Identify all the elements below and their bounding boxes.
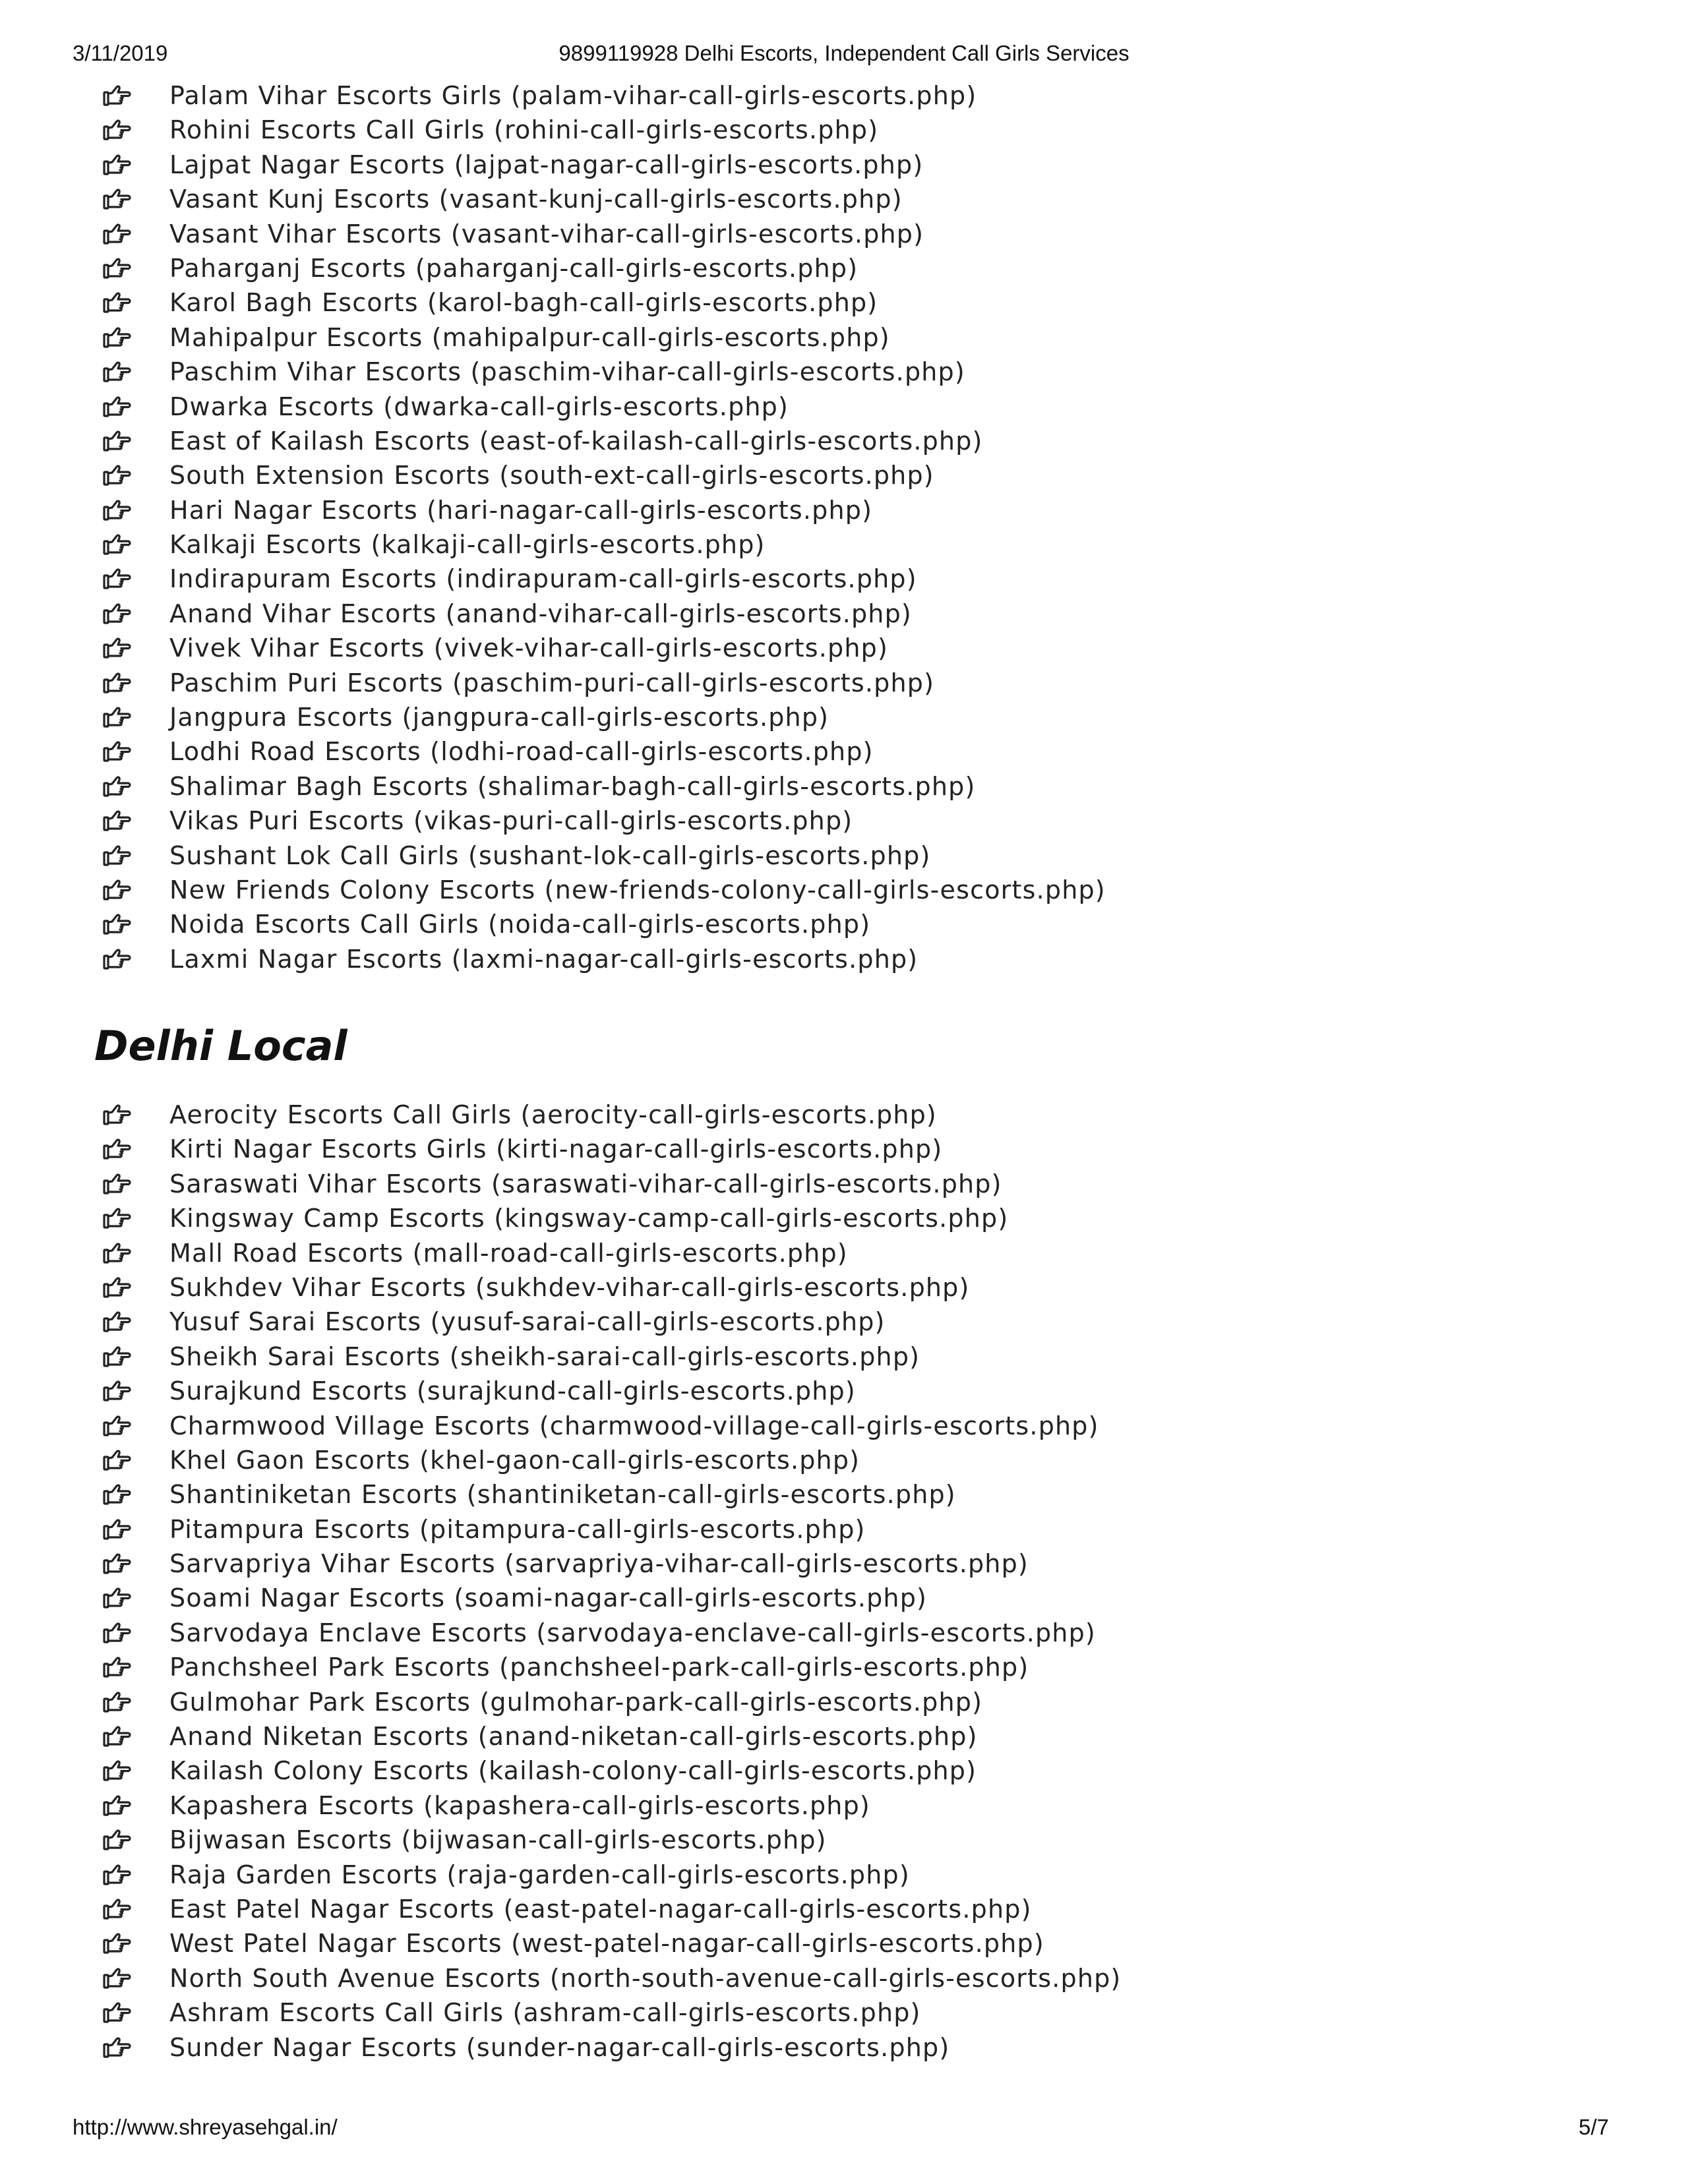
location-link[interactable]: Charmwood Village Escorts (charmwood-village-call-girls-escorts.php) (169, 1411, 1099, 1440)
hand-pointing-right-icon (103, 84, 132, 107)
location-link[interactable]: Hari Nagar Escorts (hari-nagar-call-girls-escorts.php) (169, 495, 873, 525)
hand-pointing-right-icon (103, 326, 132, 349)
hand-pointing-right-icon (103, 291, 132, 314)
location-link[interactable]: Jangpura Escorts (jangpura-call-girls-escorts.php) (169, 703, 829, 732)
location-link[interactable]: New Friends Colony Escorts (new-friends-colony-call-girls-escorts.php) (169, 875, 1106, 904)
hand-pointing-right-icon (103, 1759, 132, 1782)
location-link[interactable]: Sheikh Sarai Escorts (sheikh-sarai-call-girls-escorts.php) (169, 1342, 920, 1371)
location-link[interactable]: Anand Vihar Escorts (anand-vihar-call-girls-escorts.php) (169, 599, 912, 628)
location-link[interactable]: Kapashera Escorts (kapashera-call-girls-escorts.php) (169, 1790, 870, 1820)
hand-pointing-right-icon (103, 844, 132, 867)
location-link[interactable]: Vikas Puri Escorts (vikas-puri-call-girls-escorts.php) (169, 806, 853, 836)
location-link[interactable]: Indirapuram Escorts (indirapuram-call-girls-escorts.php) (169, 564, 917, 594)
location-link[interactable]: Laxmi Nagar Escorts (laxmi-nagar-call-girls-escorts.php) (169, 944, 919, 974)
hand-pointing-right-icon (103, 396, 132, 418)
hand-pointing-right-icon (103, 188, 132, 210)
hand-pointing-right-icon (103, 1864, 132, 1886)
hand-pointing-right-icon (103, 1345, 132, 1368)
location-link[interactable]: Gulmohar Park Escorts (gulmohar-park-call-girls-escorts.php) (169, 1687, 983, 1717)
location-link[interactable]: Lodhi Road Escorts (lodhi-road-call-girls-escorts.php) (169, 737, 874, 767)
hand-pointing-right-icon (103, 464, 132, 487)
hand-pointing-right-icon (103, 1622, 132, 1644)
location-link[interactable]: Raja Garden Escorts (raja-garden-call-girls-escorts.php) (169, 1860, 910, 1889)
location-link[interactable]: Rohini Escorts Call Girls (rohini-call-girls-escorts.php) (169, 115, 879, 145)
hand-pointing-right-icon (103, 1104, 132, 1126)
location-link[interactable]: East of Kailash Escorts (east-of-kailash-call-girls-escorts.php) (169, 426, 983, 456)
print-date: 3/11/2019 (73, 41, 168, 65)
location-link[interactable]: Saraswati Vihar Escorts (saraswati-vihar-call-girls-escorts.php) (169, 1169, 1002, 1198)
hand-pointing-right-icon (103, 1415, 132, 1437)
location-link[interactable]: Mahipalpur Escorts (mahipalpur-call-girls-escorts.php) (169, 322, 890, 352)
location-link[interactable]: South Extension Escorts (south-ext-call-girls-escorts.php) (169, 461, 934, 490)
hand-pointing-right-icon (103, 1483, 132, 1506)
hand-pointing-right-icon (103, 1276, 132, 1299)
location-link[interactable]: Bijwasan Escorts (bijwasan-call-girls-escorts.php) (169, 1825, 827, 1855)
hand-pointing-right-icon (103, 1518, 132, 1541)
hand-pointing-right-icon (103, 2001, 132, 2024)
section-heading-delhi-local: Delhi Local (94, 1022, 347, 1070)
location-link[interactable]: North South Avenue Escorts (north-south-avenue-call-girls-escorts.php) (169, 1963, 1122, 1993)
location-link[interactable]: Anand Niketan Escorts (anand-niketan-call-girls-escorts.php) (169, 1722, 978, 1752)
hand-pointing-right-icon (103, 533, 132, 556)
location-link[interactable]: Karol Bagh Escorts (karol-bagh-call-girls-escorts.php) (169, 288, 878, 318)
location-link[interactable]: East Patel Nagar Escorts (east-patel-nagar-call-girls-escorts.php) (169, 1894, 1032, 1924)
hand-pointing-right-icon (103, 1829, 132, 1851)
location-link[interactable]: Mall Road Escorts (mall-road-call-girls-escorts.php) (169, 1238, 848, 1268)
hand-pointing-right-icon (103, 568, 132, 590)
location-link[interactable]: Vasant Vihar Escorts (vasant-vihar-call-girls-escorts.php) (169, 219, 924, 249)
location-link[interactable]: Panchsheel Park Escorts (panchsheel-park-call-girls-escorts.php) (169, 1653, 1029, 1682)
hand-pointing-right-icon (103, 603, 132, 625)
page-number: 5/7 (1579, 2115, 1609, 2139)
hand-pointing-right-icon (103, 1173, 132, 1195)
hand-pointing-right-icon (103, 1449, 132, 1471)
location-link[interactable]: Shalimar Bagh Escorts (shalimar-bagh-call-girls-escorts.php) (169, 771, 976, 801)
hand-pointing-right-icon (103, 1138, 132, 1160)
location-link[interactable]: Sushant Lok Call Girls (sushant-lok-call-girls-escorts.php) (169, 841, 931, 870)
location-link[interactable]: Paschim Puri Escorts (paschim-puri-call-girls-escorts.php) (169, 668, 935, 697)
hand-pointing-right-icon (103, 499, 132, 521)
hand-pointing-right-icon (103, 1656, 132, 1678)
hand-pointing-right-icon (103, 672, 132, 694)
location-link[interactable]: Noida Escorts Call Girls (noida-call-girls-escorts.php) (169, 910, 871, 939)
hand-pointing-right-icon (103, 1242, 132, 1264)
hand-pointing-right-icon (103, 257, 132, 280)
location-link[interactable]: Paschim Vihar Escorts (paschim-vihar-call-girls-escorts.php) (169, 357, 965, 387)
hand-pointing-right-icon (103, 1725, 132, 1748)
location-link[interactable]: Sukhdev Vihar Escorts (sukhdev-vihar-call-girls-escorts.php) (169, 1272, 970, 1302)
hand-pointing-right-icon (103, 1311, 132, 1333)
location-link[interactable]: Palam Vihar Escorts Girls (palam-vihar-call-girls-escorts.php) (169, 81, 977, 110)
location-link[interactable]: Kailash Colony Escorts (kailash-colony-call-girls-escorts.php) (169, 1756, 977, 1786)
location-link[interactable]: Dwarka Escorts (dwarka-call-girls-escorts.php) (169, 392, 789, 421)
hand-pointing-right-icon (103, 913, 132, 935)
location-link[interactable]: Vivek Vihar Escorts (vivek-vihar-call-girls-escorts.php) (169, 634, 889, 663)
location-link[interactable]: Aerocity Escorts Call Girls (aerocity-call-girls-escorts.php) (169, 1100, 937, 1129)
hand-pointing-right-icon (103, 430, 132, 452)
hand-pointing-right-icon (103, 361, 132, 383)
hand-pointing-right-icon (103, 1932, 132, 1955)
location-link[interactable]: Pitampura Escorts (pitampura-call-girls-escorts.php) (169, 1514, 866, 1544)
hand-pointing-right-icon (103, 1967, 132, 1990)
hand-pointing-right-icon (103, 1552, 132, 1575)
page-title: 9899119928 Delhi Escorts, Independent Call Girls Services (558, 41, 1130, 65)
hand-pointing-right-icon (103, 948, 132, 970)
location-link[interactable]: Kalkaji Escorts (kalkaji-call-girls-escorts.php) (169, 530, 766, 560)
location-link[interactable]: Lajpat Nagar Escorts (lajpat-nagar-call-girls-escorts.php) (169, 150, 924, 179)
hand-pointing-right-icon (103, 879, 132, 901)
hand-pointing-right-icon (103, 223, 132, 245)
hand-pointing-right-icon (103, 637, 132, 659)
location-link[interactable]: Ashram Escorts Call Girls (ashram-call-girls-escorts.php) (169, 1998, 921, 2028)
location-link[interactable]: Sarvapriya Vihar Escorts (sarvapriya-vihar-call-girls-escorts.php) (169, 1549, 1029, 1579)
hand-pointing-right-icon (103, 154, 132, 176)
hand-pointing-right-icon (103, 740, 132, 763)
location-link[interactable]: Sarvodaya Enclave Escorts (sarvodaya-enclave-call-girls-escorts.php) (169, 1618, 1096, 1647)
location-link[interactable]: Sunder Nagar Escorts (sunder-nagar-call-girls-escorts.php) (169, 2032, 950, 2062)
hand-pointing-right-icon (103, 706, 132, 728)
hand-pointing-right-icon (103, 2036, 132, 2059)
location-link[interactable]: Kingsway Camp Escorts (kingsway-camp-call-girls-escorts.php) (169, 1204, 1009, 1233)
location-link[interactable]: Vasant Kunj Escorts (vasant-kunj-call-girls-escorts.php) (169, 185, 903, 214)
footer-url[interactable]: http://www.shreyasehgal.in/ (73, 2115, 338, 2139)
hand-pointing-right-icon (103, 1207, 132, 1229)
location-link[interactable]: Khel Gaon Escorts (khel-gaon-call-girls-escorts.php) (169, 1445, 860, 1475)
location-link[interactable]: Kirti Nagar Escorts Girls (kirti-nagar-call-girls-escorts.php) (169, 1135, 943, 1164)
hand-pointing-right-icon (103, 775, 132, 798)
location-link[interactable]: Surajkund Escorts (surajkund-call-girls-escorts.php) (169, 1376, 856, 1406)
location-link[interactable]: West Patel Nagar Escorts (west-patel-nagar-call-girls-escorts.php) (169, 1929, 1044, 1959)
hand-pointing-right-icon (103, 1898, 132, 1920)
hand-pointing-right-icon (103, 1794, 132, 1817)
location-link[interactable]: Paharganj Escorts (paharganj-call-girls-escorts.php) (169, 253, 859, 283)
hand-pointing-right-icon (103, 1380, 132, 1402)
location-link[interactable]: Soami Nagar Escorts (soami-nagar-call-girls-escorts.php) (169, 1583, 928, 1613)
hand-pointing-right-icon (103, 1691, 132, 1713)
location-link[interactable]: Yusuf Sarai Escorts (yusuf-sarai-call-girls-escorts.php) (169, 1307, 886, 1337)
hand-pointing-right-icon (103, 1587, 132, 1609)
hand-pointing-right-icon (103, 810, 132, 832)
location-link[interactable]: Shantiniketan Escorts (shantiniketan-call-girls-escorts.php) (169, 1480, 956, 1510)
hand-pointing-right-icon (103, 119, 132, 141)
